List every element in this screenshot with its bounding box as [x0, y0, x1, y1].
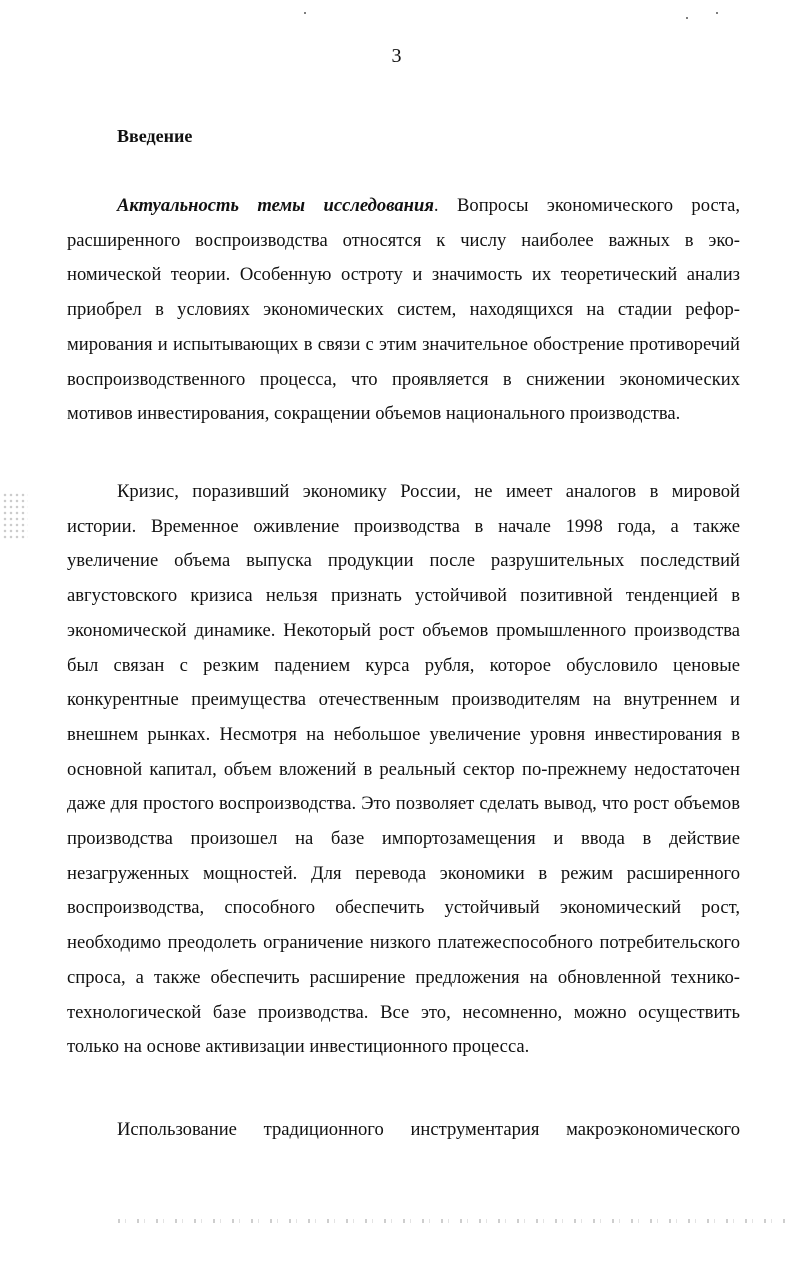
paragraph-continued — [67, 1113, 740, 1148]
paragraph-text: Кризис, поразивший экономику России, не имеет аналогов в мировой истории. Временное оживление производства в начале 1998 года, а также увеличение объема выпуска продукции после разрушительных последствий августовского кризиса нельзя признать устойчивой позитивной тенденцией в экономической динамике. Некоторый рост объемов промышленного производства был связан с резким падением курса рубля, которое обусловило ценовые конкурентные преимущества отечественным производителям на внутреннем и внешнем рынках. Несмотря на небольшое увеличение уровня инвестирования в основной капитал, объем вложений в реальный сектор по-прежнему недостаточен даже для простого воспроизводства. Это позволяет сделать вывод, что рост объемов производства произошел на базе импортозамещения и ввода в действие незагруженных мощностей. Для перевода экономики в режим расширенного воспроизводства, способного обеспечить устойчивый экономический рост, необходимо преодолеть ограничение низкого платежеспособного потребительского спроса, а также обеспечить расширение предложения на обновленной технико-технологической базе производства. Все это, несомненно, можно осуществить только на основе активизации инвестиционного процесса. — [67, 481, 740, 1058]
paragraph-text: Использование традиционного инструментария макроэкономического — [117, 1119, 740, 1140]
paragraph-lead-emphasis: Актуальность темы исследования — [117, 195, 434, 216]
paragraph-text: . Вопросы экономического роста, расширенного воспроизводства относятся к числу наиболее важных в экономической теории. Особенную остроту и значимость их теоретический анализ приобрел в условиях экономических систем, находящихся на стадии реформирования и испытывающих в связи с этим значительное обострение противоречий воспроизводственного процесса, что проявляется в снижении экономических мотивов инвестирования, сокращении объемов национального производства. — [67, 195, 740, 425]
scan-artifact-left-margin — [2, 492, 28, 540]
paragraph-crisis — [67, 475, 740, 1065]
scan-speck-top — [304, 12, 306, 14]
page-number: 3 — [391, 45, 402, 67]
paragraph-relevance — [67, 189, 740, 432]
section-heading: Введение — [117, 126, 193, 146]
scan-speck-top-right-2 — [716, 12, 718, 14]
scan-artifact-bottom-line — [118, 1219, 788, 1223]
scan-speck-top-right — [686, 17, 688, 19]
